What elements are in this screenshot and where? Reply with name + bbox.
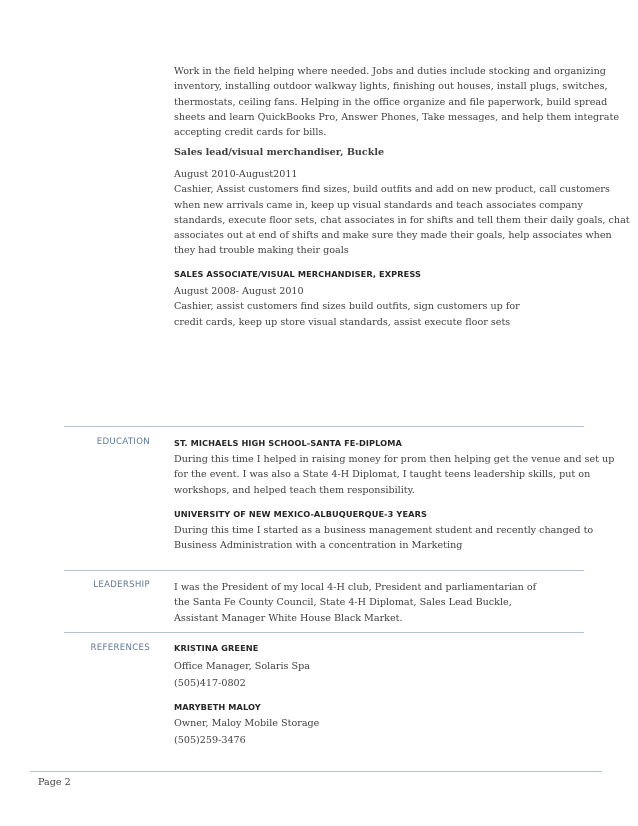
school2-title: UNIVERSITY OF NEW MEXICO-ALBUQUERQUE-3 YEARS	[174, 509, 427, 519]
job1-description	[174, 64, 620, 140]
leadership-line: Assistant Manager White House Black Market.	[174, 612, 403, 624]
leadership-line: I was the President of my local 4-H club, President and parliamentarian of	[174, 582, 537, 593]
job2-title: Sales lead/visual merchandiser, Buckle	[174, 147, 385, 158]
job2-description	[174, 167, 630, 259]
leadership-line: the Santa Fe County Council, State 4-H Diplomat, Sales Lead Buckle,	[174, 597, 512, 609]
reference1-name: KRISTINA GREENE	[174, 643, 259, 653]
school1-title: ST. MICHAELS HIGH SCHOOL-SANTA FE-DIPLOMA	[174, 438, 402, 448]
section-divider	[64, 570, 584, 571]
job1-line: thermostats, ceiling fans. Helping in the office organize and file paperwork, build spread	[174, 96, 608, 108]
school2-description	[174, 523, 594, 554]
school1-line: for the event. I was also a State 4-H Diplomat, I taught teens leadership skills, put on	[174, 469, 591, 481]
school1-description	[174, 452, 615, 498]
reference2-name: MARYBETH MALOY	[174, 702, 261, 712]
school1-line: workshops, and helped teach them responsibility.	[174, 484, 415, 496]
footer-rule	[30, 771, 602, 772]
school1-line: During this time I helped in raising money for prom then helping get the venue and set up	[174, 454, 615, 465]
reference1-details	[174, 658, 584, 692]
job2-line: associates out at end of shifts and make sure they made their goals, help associates when	[174, 230, 612, 242]
job1-line: sheets and learn QuickBooks Pro, Answer Phones, Take messages, and help them integrate	[174, 111, 620, 123]
reference1-title: Office Manager, Solaris Spa	[174, 661, 310, 672]
reference2-title: Owner, Maloy Mobile Storage	[174, 718, 320, 729]
leadership-description	[174, 580, 584, 626]
reference1-phone: (505)417-0802	[174, 678, 246, 689]
school2-line: Business Administration with a concentration in Marketing	[174, 540, 463, 552]
job3-dates: August 2008- August 2010	[174, 286, 304, 297]
job1-line: accepting credit cards for bills.	[174, 127, 327, 139]
job2-dates: August 2010-August2011	[174, 169, 298, 180]
education-label: EDUCATION	[96, 437, 150, 447]
leadership-label: LEADERSHIP	[93, 580, 150, 590]
job1-line: Work in the field helping where needed. Jobs and duties include stocking and organizing	[174, 66, 606, 77]
references-label: REFERENCES	[90, 643, 150, 653]
section-divider	[64, 632, 584, 633]
school2-line: During this time I started as a business management student and recently changed to	[174, 525, 594, 536]
job1-line: inventory, installing outdoor walkway lights, finishing out houses, install plugs, switches,	[174, 81, 608, 93]
section-divider	[64, 426, 584, 427]
reference2-details	[174, 715, 584, 749]
job3-title: SALES ASSOCIATE/VISUAL MERCHANDISER, EXPRESS	[174, 269, 421, 279]
job2-line: when new arrivals came in, keep up visual standards and teach associates company	[174, 199, 583, 211]
job3-description	[174, 284, 584, 330]
job3-line: credit cards, keep up store visual standards, assist execute floor sets	[174, 316, 511, 328]
job2-line: standards, execute floor sets, chat associates in for shifts and tell them their daily goals, chat	[174, 214, 630, 226]
reference2-phone: (505)259-3476	[174, 735, 246, 746]
job2-line: Cashier, Assist customers find sizes, build outfits and add on new product, call customers	[174, 184, 610, 196]
job3-line: Cashier, assist customers find sizes build outfits, sign customers up for	[174, 301, 520, 313]
job2-line: they had trouble making their goals	[174, 245, 349, 257]
page-number: Page 2	[38, 777, 71, 788]
